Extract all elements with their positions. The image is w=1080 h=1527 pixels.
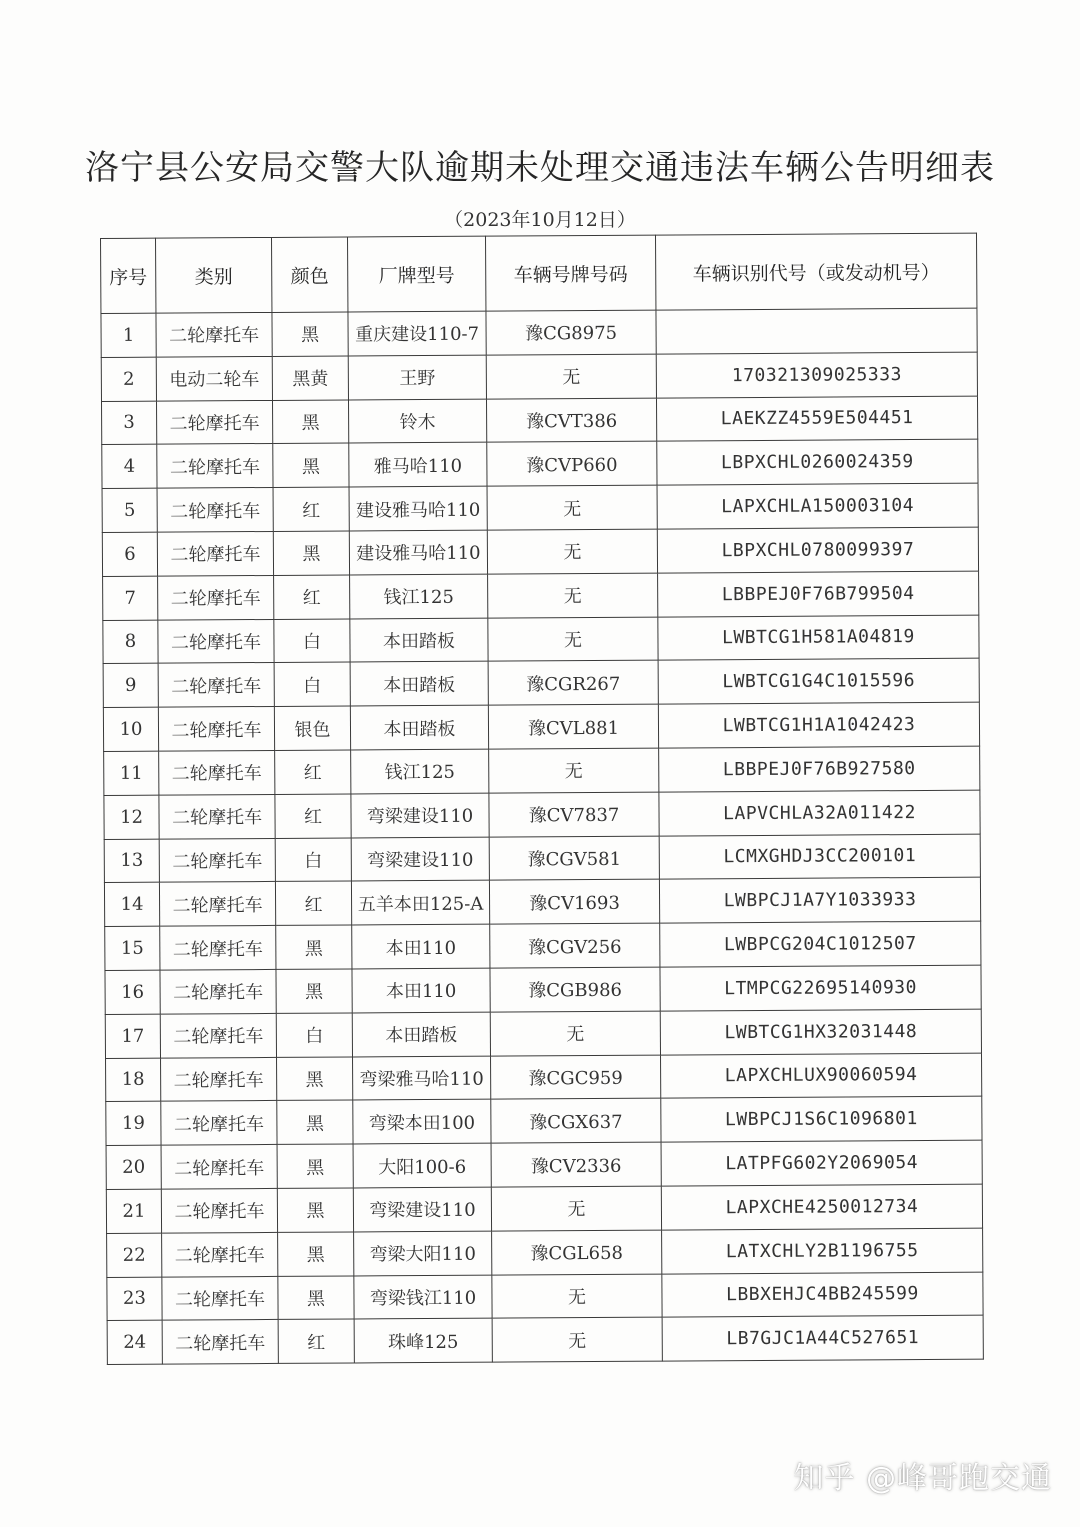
- cell-color: 白: [274, 662, 350, 706]
- cell-vin: LWBPCJ1S6C1096801: [661, 1096, 982, 1142]
- cell-vin: LWBTCG1H1A1042423: [658, 702, 979, 748]
- table-header-row: [101, 233, 977, 313]
- table-row: [104, 834, 980, 883]
- cell-category: 二轮摩托车: [157, 488, 273, 533]
- cell-vin: LWBPCJ1A7Y1033933: [659, 877, 980, 923]
- cell-plate-number: 豫CV1693: [489, 879, 659, 924]
- table-row: [103, 702, 979, 751]
- cell-color: 黑: [276, 969, 352, 1013]
- table-row: [104, 790, 980, 839]
- header-index: 序号: [101, 238, 156, 313]
- cell-index: 14: [104, 883, 159, 927]
- cell-brand-model: 铃木: [348, 399, 486, 444]
- table-row: [107, 1228, 983, 1277]
- cell-color: 黑: [278, 1276, 354, 1320]
- table-row: [103, 571, 979, 620]
- cell-brand-model: 珠峰125: [354, 1318, 492, 1363]
- table-row: [102, 527, 978, 576]
- cell-vin: LBBPEJ0F76B799504: [658, 571, 979, 617]
- table-row: [105, 1009, 981, 1058]
- cell-plate-number: 豫CGV581: [489, 836, 659, 881]
- table-row: [106, 1140, 982, 1189]
- cell-vin: LWBTCG1H581A04819: [658, 615, 979, 661]
- cell-plate-number: 豫CVT386: [486, 398, 656, 443]
- cell-index: 17: [105, 1014, 160, 1058]
- cell-category: 二轮摩托车: [158, 575, 274, 620]
- cell-index: 13: [104, 839, 159, 883]
- cell-plate-number: 无: [487, 485, 657, 530]
- cell-vin: LAPXCHLA150003104: [657, 483, 978, 529]
- cell-category: 二轮摩托车: [157, 444, 273, 489]
- cell-plate-number: 豫CV7837: [489, 792, 659, 837]
- table-row: [104, 746, 980, 795]
- cell-color: 白: [274, 619, 350, 663]
- cell-index: 11: [104, 751, 159, 795]
- cell-category: 二轮摩托车: [156, 312, 272, 357]
- cell-index: 12: [104, 795, 159, 839]
- cell-brand-model: 弯梁建设110: [353, 1187, 491, 1232]
- cell-index: 10: [103, 707, 158, 751]
- cell-brand-model: 大阳100-6: [353, 1143, 491, 1188]
- cell-brand-model: 重庆建设110-7: [348, 311, 486, 356]
- cell-plate-number: 豫CGR267: [488, 660, 658, 705]
- table-row: [105, 965, 981, 1014]
- cell-index: 21: [106, 1189, 161, 1233]
- cell-brand-model: 弯梁建设110: [351, 793, 489, 838]
- cell-color: 黑: [273, 531, 349, 575]
- cell-vin: LATXCHLY2B1196755: [662, 1228, 983, 1274]
- cell-brand-model: 钱江125: [350, 574, 488, 619]
- cell-index: 20: [106, 1145, 161, 1189]
- cell-plate-number: 豫CGB986: [490, 967, 660, 1012]
- cell-color: 黑黄: [272, 356, 348, 400]
- table-row: [107, 1315, 983, 1364]
- cell-index: 15: [105, 926, 160, 970]
- cell-index: 1: [101, 313, 156, 357]
- cell-category: 二轮摩托车: [158, 619, 274, 664]
- cell-brand-model: 弯梁钱江110: [354, 1275, 492, 1320]
- cell-brand-model: 弯梁大阳110: [354, 1231, 492, 1276]
- cell-index: 16: [105, 970, 160, 1014]
- table-row: [101, 352, 977, 401]
- cell-category: 二轮摩托车: [159, 838, 275, 883]
- cell-category: 二轮摩托车: [161, 1057, 277, 1102]
- cell-category: 二轮摩托车: [160, 926, 276, 971]
- cell-color: 红: [275, 794, 351, 838]
- cell-index: 24: [107, 1320, 162, 1364]
- cell-color: 黑: [277, 1100, 353, 1144]
- header-color: 颜色: [271, 237, 347, 312]
- cell-brand-model: 本田110: [352, 968, 490, 1013]
- cell-plate-number: 无: [490, 1011, 660, 1056]
- cell-vin: LWBTCG1G4C1015596: [658, 659, 979, 705]
- cell-category: 二轮摩托车: [159, 882, 275, 927]
- cell-brand-model: 建设雅马哈110: [349, 486, 487, 531]
- cell-index: 18: [106, 1058, 161, 1102]
- cell-color: 红: [275, 750, 351, 794]
- header-brand-model: 厂牌型号: [347, 236, 485, 312]
- cell-plate-number: 豫CV2336: [491, 1142, 661, 1187]
- cell-category: 电动二轮车: [156, 356, 272, 401]
- header-vin: 车辆识别代号（或发动机号）: [655, 233, 976, 310]
- cell-color: 白: [276, 1013, 352, 1057]
- cell-brand-model: 弯梁建设110: [351, 837, 489, 882]
- table-row: [106, 1184, 982, 1233]
- cell-plate-number: 无: [492, 1317, 662, 1362]
- header-category: 类别: [156, 237, 272, 313]
- cell-color: 黑: [277, 1057, 353, 1101]
- cell-vin: LBBPEJ0F76B927580: [659, 746, 980, 792]
- cell-vin: LCMXGHDJ3CC200101: [659, 834, 980, 880]
- cell-plate-number: 无: [488, 617, 658, 662]
- cell-index: 5: [102, 488, 157, 532]
- cell-plate-number: 无: [488, 573, 658, 618]
- cell-brand-model: 本田踏板: [350, 662, 488, 707]
- cell-index: 22: [107, 1233, 162, 1277]
- cell-category: 二轮摩托车: [162, 1276, 278, 1321]
- table-row: [103, 615, 979, 664]
- cell-color: 黑: [272, 400, 348, 444]
- table-row: [106, 1053, 982, 1102]
- cell-brand-model: 本田踏板: [352, 1012, 490, 1057]
- cell-plate-number: 豫CVP660: [487, 441, 657, 486]
- watermark: 知乎 @峰哥跑交通: [793, 1461, 1052, 1496]
- cell-plate-number: 豫CVL881: [488, 704, 658, 749]
- cell-plate-number: 无: [486, 354, 656, 399]
- cell-plate-number: 豫CGL658: [492, 1230, 662, 1275]
- document-date: （2023年10月12日）: [444, 209, 636, 231]
- cell-index: 23: [107, 1277, 162, 1321]
- cell-vin: [656, 308, 977, 354]
- cell-vin: LAPXCHE4250012734: [661, 1184, 982, 1230]
- cell-category: 二轮摩托车: [162, 1320, 278, 1365]
- cell-category: 二轮摩托车: [158, 663, 274, 708]
- cell-vin: 170321309025333: [656, 352, 977, 398]
- table-row: [103, 659, 979, 708]
- cell-vin: LWBTCG1HX32031448: [660, 1009, 981, 1055]
- table-row: [104, 877, 980, 926]
- cell-color: 黑: [272, 312, 348, 356]
- cell-category: 二轮摩托车: [159, 794, 275, 839]
- cell-color: 红: [278, 1319, 354, 1363]
- cell-category: 二轮摩托车: [157, 531, 273, 576]
- cell-index: 7: [103, 576, 158, 620]
- cell-vin: LBBXEHJC4BB245599: [662, 1272, 983, 1318]
- cell-category: 二轮摩托车: [161, 1188, 277, 1233]
- cell-brand-model: 本田踏板: [350, 705, 488, 750]
- cell-vin: LBPXCHL0780099397: [657, 527, 978, 573]
- cell-vin: LTMPCG22695140930: [660, 965, 981, 1011]
- table-row: [106, 1096, 982, 1145]
- cell-brand-model: 王野: [348, 355, 486, 400]
- cell-category: 二轮摩托车: [160, 969, 276, 1014]
- cell-color: 红: [274, 575, 350, 619]
- cell-brand-model: 钱江125: [351, 749, 489, 794]
- cell-plate-number: 无: [491, 1186, 661, 1231]
- cell-color: 黑: [277, 1144, 353, 1188]
- cell-vin: LAPVCHLA32A011422: [659, 790, 980, 836]
- cell-vin: LAPXCHLUX90060594: [660, 1053, 981, 1099]
- cell-brand-model: 建设雅马哈110: [349, 530, 487, 575]
- cell-plate-number: 无: [492, 1274, 662, 1319]
- cell-brand-model: 本田踏板: [350, 618, 488, 663]
- cell-plate-number: 豫CG8975: [486, 310, 656, 355]
- cell-plate-number: 无: [487, 529, 657, 574]
- cell-color: 黑: [273, 443, 349, 487]
- cell-category: 二轮摩托车: [159, 750, 275, 795]
- table-body: [101, 308, 983, 1364]
- cell-brand-model: 五羊本田125-A: [351, 880, 489, 925]
- table-row: [101, 308, 977, 357]
- cell-plate-number: 无: [489, 748, 659, 793]
- cell-vin: LAEKZZ4559E504451: [656, 396, 977, 442]
- table-row: [107, 1272, 983, 1321]
- table-row: [102, 440, 978, 489]
- cell-category: 二轮摩托车: [162, 1232, 278, 1277]
- cell-index: 4: [102, 445, 157, 489]
- cell-vin: LWBPCG204C1012507: [660, 921, 981, 967]
- document-title: 洛宁县公安局交警大队逾期未处理交通违法车辆公告明细表: [85, 148, 995, 188]
- table-row: [105, 921, 981, 970]
- cell-vin: LATPFG602Y2069054: [661, 1140, 982, 1186]
- cell-vin: LBPXCHL0260024359: [657, 440, 978, 486]
- cell-color: 红: [275, 881, 351, 925]
- cell-category: 二轮摩托车: [158, 707, 274, 752]
- table-row: [102, 483, 978, 532]
- cell-color: 红: [273, 487, 349, 531]
- cell-category: 二轮摩托车: [161, 1101, 277, 1146]
- cell-color: 黑: [277, 1188, 353, 1232]
- cell-brand-model: 雅马哈110: [349, 443, 487, 488]
- cell-index: 8: [103, 620, 158, 664]
- cell-category: 二轮摩托车: [161, 1145, 277, 1190]
- cell-color: 黑: [278, 1232, 354, 1276]
- cell-index: 19: [106, 1101, 161, 1145]
- header-plate-number: 车辆号牌号码: [485, 235, 655, 311]
- cell-category: 二轮摩托车: [160, 1013, 276, 1058]
- cell-index: 3: [101, 401, 156, 445]
- cell-index: 2: [101, 357, 156, 401]
- cell-color: 白: [275, 838, 351, 882]
- table-row: [101, 396, 977, 445]
- cell-index: 9: [103, 664, 158, 708]
- cell-category: 二轮摩托车: [156, 400, 272, 445]
- cell-plate-number: 豫CGC959: [491, 1055, 661, 1100]
- cell-brand-model: 弯梁雅马哈110: [353, 1056, 491, 1101]
- vehicle-notice-table: [100, 233, 984, 1365]
- cell-brand-model: 弯梁本田100: [353, 1099, 491, 1144]
- cell-brand-model: 本田110: [352, 924, 490, 969]
- cell-color: 黑: [276, 925, 352, 969]
- cell-plate-number: 豫CGX637: [491, 1098, 661, 1143]
- cell-vin: LB7GJC1A44C527651: [662, 1315, 983, 1361]
- cell-color: 银色: [274, 706, 350, 750]
- cell-index: 6: [102, 532, 157, 576]
- cell-plate-number: 豫CGV256: [490, 923, 660, 968]
